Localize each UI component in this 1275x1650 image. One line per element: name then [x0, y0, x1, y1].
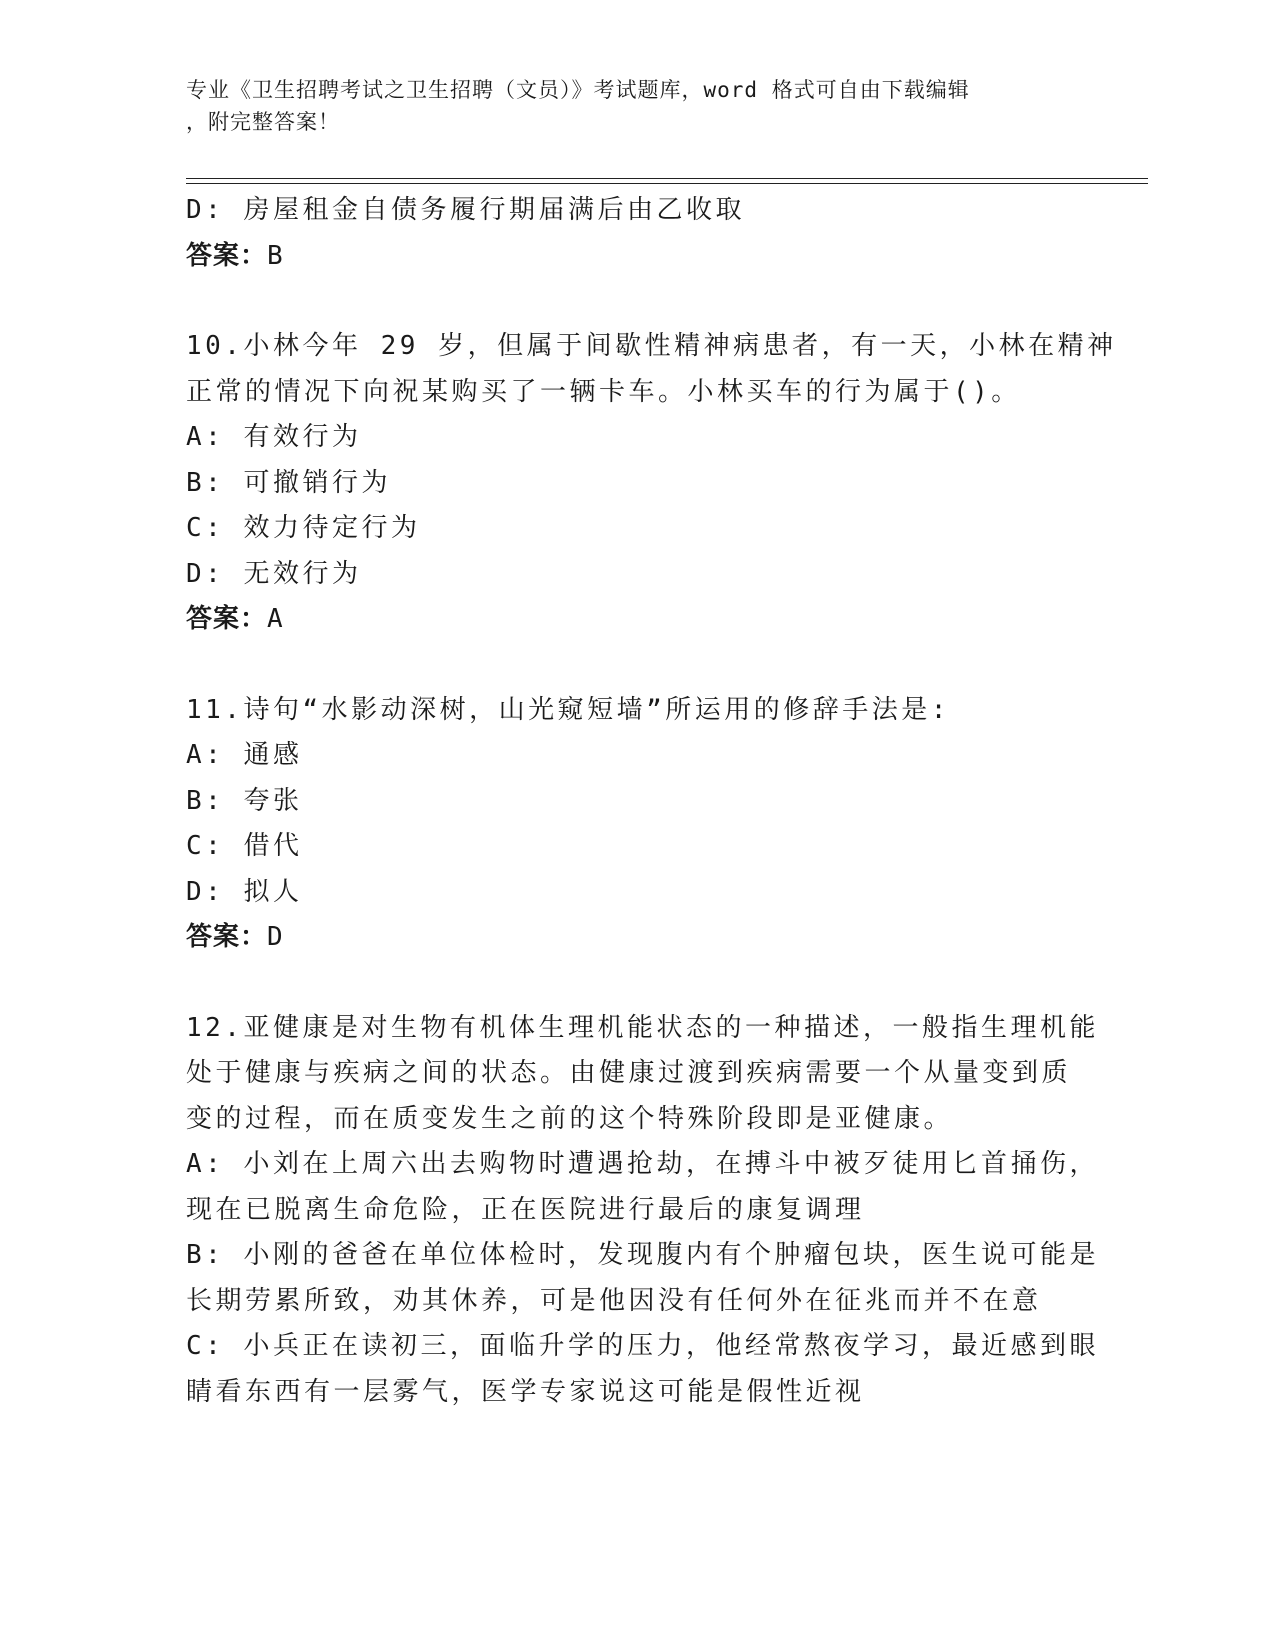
option-a: A: 有效行为 — [186, 422, 362, 452]
header-line-2: ，附完整答案！ — [186, 110, 340, 134]
question-stem: 11.诗句“水影动深树，山光窥短墙”所运用的修辞手法是: — [186, 694, 950, 725]
answer-value: B — [267, 240, 284, 271]
option-a: A: 通感 — [186, 740, 303, 770]
question-stem: 变的过程，而在质变发生之前的这个特殊阶段即是亚健康。 — [186, 1103, 954, 1134]
answer-line — [186, 597, 1086, 643]
option-c: C: 小兵正在读初三，面临升学的压力，他经常熬夜学习，最近感到眼 — [186, 1331, 1099, 1361]
option-d: D: 房屋租金自债务履行期届满后由乙收取 — [186, 195, 745, 225]
answer-line — [186, 234, 1086, 280]
option-b-continued: 长期劳累所致，劝其休养，可是他因没有任何外在征兆而并不在意 — [186, 1285, 1042, 1316]
option-c: C: 效力待定行为 — [186, 513, 421, 543]
answer-label: 答案： — [186, 922, 268, 952]
question-stem: 10.小林今年 29 岁，但属于间歇性精神病患者，有一天，小林在精神 — [186, 331, 1117, 361]
header-rule-top — [186, 178, 1148, 179]
question-11 — [186, 688, 1086, 961]
option-a-continued: 现在已脱离生命危险，正在医院进行最后的康复调理 — [186, 1194, 865, 1225]
option-b: B: 夸张 — [186, 785, 303, 816]
answer-value: D — [267, 922, 284, 952]
option-a: A: 小刘在上周六出去购物时遭遇抢劫，在搏斗中被歹徒用匕首捅伤， — [186, 1149, 1099, 1179]
question-stem: 正常的情况下向祝某购买了一辆卡车。小林买车的行为属于()。 — [186, 376, 1021, 407]
option-d: D: 无效行为 — [186, 558, 362, 589]
answer-label: 答案： — [186, 240, 268, 271]
question-10 — [186, 324, 1117, 643]
header-rule-bottom — [186, 183, 1148, 184]
question-stem: 12.亚健康是对生物有机体生理机能状态的一种描述，一般指生理机能 — [186, 1012, 1099, 1043]
option-d: D: 拟人 — [186, 876, 303, 907]
document-header — [186, 74, 1066, 138]
question-content — [186, 188, 1117, 1415]
header-line-1: 专业《卫生招聘考试之卫生招聘（文员）》考试题库，word 格式可自由下载编辑 — [186, 78, 970, 102]
question-stem: 处于健康与疾病之间的状态。由健康过渡到疾病需要一个从量变到质 — [186, 1058, 1072, 1088]
option-b: B: 小刚的爸爸在单位体检时，发现腹内有个肿瘤包块，医生说可能是 — [186, 1240, 1099, 1270]
option-b: B: 可撤销行为 — [186, 467, 391, 498]
option-c-continued: 睛看东西有一层雾气，医学专家说这可能是假性近视 — [186, 1376, 865, 1407]
option-c: C: 借代 — [186, 831, 303, 861]
answer-line — [186, 915, 1086, 961]
answer-label: 答案： — [186, 604, 268, 634]
question-12 — [186, 1006, 1099, 1416]
answer-value: A — [267, 604, 284, 634]
previous-question-tail — [186, 188, 1086, 279]
